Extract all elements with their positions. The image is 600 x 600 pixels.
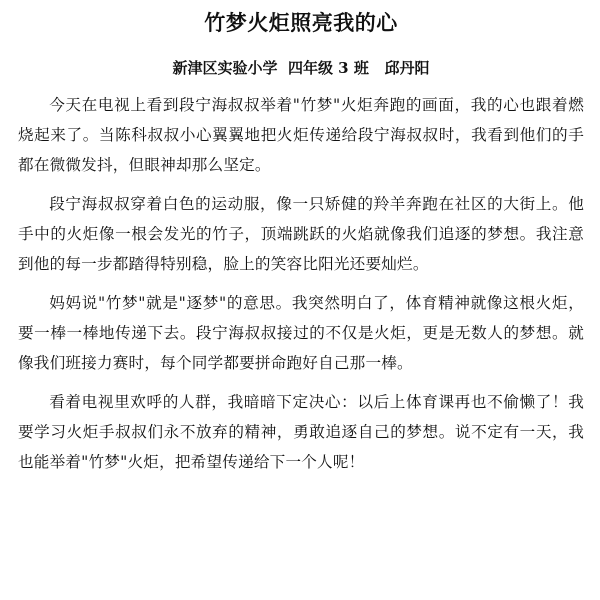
paragraph-2: 段宁海叔叔穿着白色的运动服，像一只矫健的羚羊奔跑在社区的大街上。他手中的火炬像一根会发光的竹子，顶端跳跃的火焰就像我们追逐的梦想。我注意到他的每一步都踏得特别稳，脸上的笑容比阳光还要灿烂。	[18, 195, 584, 273]
author-byline: 新津区实验小学 四年级 3 班 邱丹阳	[172, 59, 430, 77]
essay-title: 竹梦火炬照亮我的心	[204, 10, 398, 35]
paragraph-1: 今天在电视上看到段宁海叔叔举着"竹梦"火炬奔跑的画面，我的心也跟着燃烧起来了。当陈科叔叔小心翼翼地把火炬传递给段宁海叔叔时，我看到他们的手都在微微发抖，但眼神却那么坚定。	[18, 96, 584, 174]
paragraph-4: 看着电视里欢呼的人群，我暗暗下定决心：以后上体育课再也不偷懒了！我要学习火炬手叔叔们永不放弃的精神，勇敢追逐自己的梦想。说不定有一天，我也能举着"竹梦"火炬，把希望传递给下一个人呢！	[18, 393, 584, 471]
paragraph-3: 妈妈说"竹梦"就是"逐梦"的意思。我突然明白了，体育精神就像这根火炬，要一棒一棒地传递下去。段宁海叔叔接过的不仅是火炬，更是无数人的梦想。就像我们班接力赛时，每个同学都要拼命跑好自己那一棒。	[18, 294, 584, 372]
essay-body	[18, 90, 584, 477]
